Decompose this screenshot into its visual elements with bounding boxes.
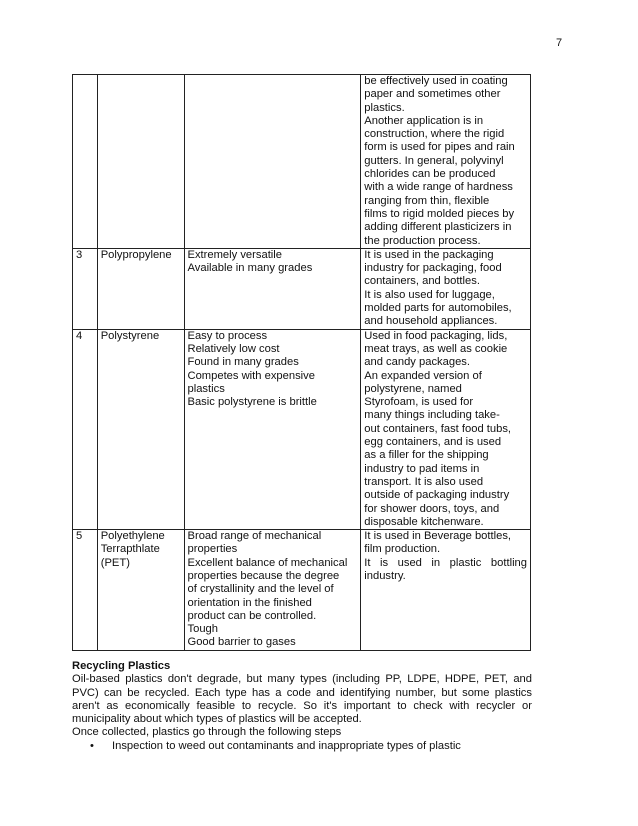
cell-line: Competes with expensive [187, 369, 315, 382]
cell-line: chlorides can be produced [364, 168, 496, 181]
cell-line: An expanded version of [364, 369, 482, 382]
cell-line: of crystallinity and the level of [187, 583, 334, 596]
cell-line: the production process. [364, 234, 481, 247]
cell-line: plastics [187, 382, 225, 395]
cell-line: films to rigid molded pieces by [364, 207, 515, 220]
cell-line: as a filler for the shipping [364, 449, 489, 462]
uses-cell [361, 530, 531, 651]
cell-line: form is used for pipes and rain [364, 141, 515, 154]
cell-line: many things including take- [364, 409, 500, 422]
cell-line: disposable kitchenware. [364, 515, 484, 528]
cell-line: adding different plasticizers in [364, 221, 512, 234]
cell-line: for shower doors, toys, and [364, 502, 500, 515]
cell-line: Used in food packaging, lids, [364, 329, 508, 342]
cell-line: Good barrier to gases [187, 636, 296, 649]
plastics-table [72, 74, 531, 651]
cell-line: Polyethylene [100, 530, 165, 543]
cell-line: with a wide range of hardness [364, 181, 513, 194]
number-cell: 5 [73, 530, 98, 651]
cell-line: Extremely versatile [187, 248, 282, 261]
cell-line: Polypropylene [100, 248, 172, 261]
number-cell: 3 [73, 248, 98, 329]
cell-line: and household appliances. [364, 315, 498, 328]
cell-line: industry to pad items in [364, 462, 480, 475]
uses-cell [361, 329, 531, 529]
cell-line: and candy packages. [364, 356, 471, 369]
table-row [73, 329, 531, 529]
cell-line: plastics. [364, 101, 405, 114]
name-cell [97, 329, 184, 529]
cell-line: meat trays, as well as cookie [364, 342, 508, 355]
table-row [73, 248, 531, 329]
cell-line: Another application is in [364, 114, 484, 127]
uses-cell [361, 248, 531, 329]
step-text: Inspection to weed out contaminants and inappropriate types of plastic [112, 739, 461, 752]
properties-cell [184, 248, 361, 329]
cell-line: film production. [364, 543, 441, 556]
cell-line: Relatively low cost [187, 342, 280, 355]
recycling-steps-list [72, 740, 532, 753]
uses-cell [361, 75, 531, 249]
properties-cell [184, 329, 361, 529]
name-cell [97, 248, 184, 329]
cell-line: construction, where the rigid [364, 128, 505, 141]
cell-line: Terrapthlate [100, 543, 160, 556]
cell-line: Polystyrene [100, 329, 160, 342]
cell-line: product can be controlled. [187, 609, 317, 622]
properties-cell [184, 75, 361, 249]
cell-line: containers, and bottles. [364, 275, 480, 288]
cell-line: It is also used for luggage, [364, 288, 495, 301]
name-cell [97, 530, 184, 651]
cell-line: Easy to process [187, 329, 268, 342]
cell-line: It is used in plastic bottling industry. [364, 556, 527, 582]
cell-line: It is used in the packaging [364, 248, 494, 261]
recycling-intro: Once collected, plastics go through the following steps [72, 726, 342, 739]
recycling-paragraph: Oil-based plastics don't degrade, but many types (including PP, LDPE, HDPE, PET, and PVC) can be recycled. Each type has a code and identifying number, but some plastics aren't as economically feasible to recycle. So it's important to check with recycler or municipality about which types of plastics will be accepted. [72, 673, 532, 726]
page-number: 7 [556, 37, 563, 49]
cell-line: properties because the degree [187, 569, 340, 582]
cell-line: Tough [187, 623, 218, 636]
table-row [73, 530, 531, 651]
cell-line: Basic polystyrene is brittle [187, 396, 317, 409]
cell-line: properties [187, 543, 238, 556]
cell-line: Available in many grades [187, 262, 313, 275]
cell-line: Styrofoam, is used for [364, 396, 474, 409]
table-row [73, 75, 531, 249]
cell-line: ranging from thin, flexible [364, 194, 490, 207]
cell-line: be effectively used in coating [364, 75, 508, 87]
cell-line: Found in many grades [187, 356, 299, 369]
cell-line: Excellent balance of mechanical [187, 556, 348, 569]
bullet-icon: • [90, 739, 94, 752]
cell-line: paper and sometimes other [364, 88, 501, 101]
cell-line: transport. It is also used [364, 475, 484, 488]
cell-line: orientation in the finished [187, 596, 312, 609]
cell-line: gutters. In general, polyvinyl [364, 154, 504, 167]
name-cell [97, 75, 184, 249]
number-cell [73, 75, 98, 249]
cell-line: outside of packaging industry [364, 489, 510, 502]
list-item [72, 740, 532, 753]
cell-line: egg containers, and is used [364, 436, 502, 449]
cell-line: out containers, fast food tubs, [364, 422, 512, 435]
cell-line: molded parts for automobiles, [364, 302, 512, 315]
cell-line: It is used in Beverage bottles, [364, 530, 512, 543]
cell-line: (PET) [100, 556, 130, 569]
properties-cell [184, 530, 361, 651]
cell-line: industry for packaging, food [364, 262, 502, 275]
cell-line: polystyrene, named [364, 382, 462, 395]
recycling-section [72, 660, 532, 753]
number-cell: 4 [73, 329, 98, 529]
cell-line: Broad range of mechanical [187, 530, 322, 543]
recycling-heading: Recycling Plastics [72, 660, 171, 672]
